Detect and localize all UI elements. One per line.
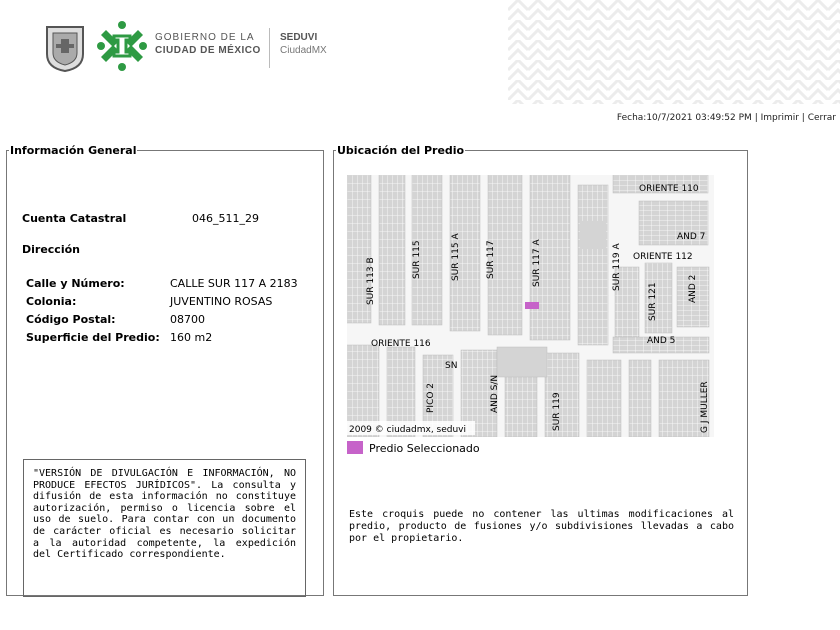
cdmx-logo-icon [96, 18, 148, 74]
general-info-title: Información General [10, 144, 137, 157]
map-label: AND S/N [490, 374, 500, 413]
legend-color-swatch [347, 441, 363, 454]
direccion-heading: Dirección [22, 243, 80, 256]
map-label: SUR 117 [486, 240, 496, 279]
cuenta-catastral-label: Cuenta Catastral [22, 212, 127, 225]
codigo-postal-value: 08700 [170, 313, 205, 326]
superficie-label: Superficie del Predio: [26, 331, 160, 344]
close-link[interactable]: Cerrar [807, 113, 836, 123]
selected-lot [525, 302, 539, 309]
map-label: G J MULLER [700, 381, 710, 433]
date-value: 10/7/2021 03:49:52 PM [646, 113, 752, 123]
toolbar-separator: | [754, 113, 758, 123]
map-label: SN [445, 361, 458, 371]
map-copyright: 2009 © ciudadmx, seduvi [349, 425, 467, 435]
toolbar-separator: | [801, 113, 805, 123]
calle-label: Calle y Número: [26, 277, 125, 290]
top-toolbar [617, 113, 836, 123]
coat-of-arms-icon [44, 24, 86, 72]
legal-disclaimer: "VERSIÓN DE DIVULGACIÓN E INFORMACIÓN, NO PRODUCE EFECTOS JURÍDICOS". La consulta y difusión de esta información no constituye autorización, permiso o licencia sobre el uso de suelo. Para contar con un documento de carácter oficial es necesario solicitar a la autoridad competente, la expedición del Certificado correspondiente. [23, 459, 306, 597]
date-label: Fecha: [616, 113, 647, 123]
colonia-value: JUVENTINO ROSAS [170, 295, 273, 308]
map-label: ORIENTE 116 [371, 339, 431, 349]
header-divider [269, 28, 270, 68]
agency-name: SEDUVI [280, 32, 318, 43]
government-name-line2: CIUDAD DE MÉXICO [155, 45, 261, 56]
header [0, 0, 840, 110]
map-label: SUR 115 A [451, 233, 461, 281]
colonia-label: Colonia: [26, 295, 77, 308]
superficie-value: 160 m2 [170, 331, 213, 344]
location-panel [333, 144, 748, 596]
map-label: SUR 121 [648, 282, 658, 321]
general-info-panel [6, 144, 324, 596]
map-label: ORIENTE 112 [633, 252, 693, 262]
government-name-line1: GOBIERNO DE LA [155, 32, 255, 43]
calle-value: CALLE SUR 117 A 2183 [170, 277, 298, 290]
map-label: SUR 113 B [366, 257, 376, 305]
cadastral-map [347, 175, 714, 437]
map-note: Este croquis puede no contener las ultimas modificaciones al predio, producto de fusiones y/o subdivisiones llevadas a cabo por el propietario. [349, 509, 734, 544]
print-link[interactable]: Imprimir [760, 113, 799, 123]
codigo-postal-label: Código Postal: [26, 313, 116, 326]
legend-label: Predio Seleccionado [369, 442, 480, 455]
map-label: SUR 119 [552, 392, 562, 431]
map-label: AND 5 [647, 336, 676, 346]
location-title: Ubicación del Predio [337, 144, 465, 157]
map-label: AND 7 [677, 232, 706, 242]
cuenta-catastral-value: 046_511_29 [192, 212, 259, 225]
map-label: SUR 117 A [532, 239, 542, 287]
agency-subtitle: CiudadMX [280, 45, 327, 56]
map-label: SUR 115 [412, 240, 422, 279]
map-label: PICO 2 [426, 382, 436, 413]
map-label: ORIENTE 110 [639, 184, 699, 194]
map-label: AND 2 [688, 274, 698, 303]
decorative-pattern [508, 0, 840, 104]
map-label: SUR 119 A [612, 243, 622, 291]
